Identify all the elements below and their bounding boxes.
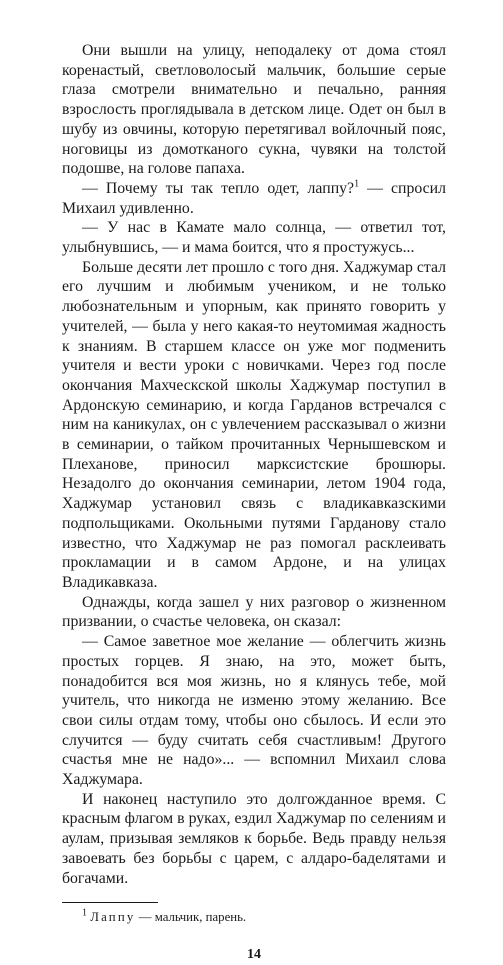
footnote-divider	[62, 902, 158, 903]
paragraph-2	[62, 179, 446, 218]
paragraph-2-tail: — спросил Михаил удивленно.	[62, 179, 446, 217]
paragraph-6: — Самое заветное мое желание — облегчить жизнь простых горцев. Я знаю, на это, может быть, понадобится вся моя жизнь, но я клянусь тебе, мой учитель, что никогда не изменю этому желанию. Все свои силы отдам тому, чтобы оно сбылось. И если это случится — буду считать себя счастливым! Другого счастья мне не надо»... — вспомнил Михаил слова Хаджумара.	[62, 633, 446, 789]
paragraph-1: Они вышли на улицу, неподалеку от дома стоял коренастый, светловолосый мальчик, большие серые глаза смотрели внимательно и печально, ранняя взрослость проглядывала в детском лице. Одет он был в шубу из овчины, которую перетягивал войлочный пояс, ноговицы из домотканого сукна, чувяки на толстой подошве, на голове папаха.	[62, 42, 446, 178]
book-page	[62, 41, 446, 963]
footnote-definition: — мальчик, парень.	[135, 910, 247, 925]
footnote	[62, 909, 446, 925]
page-number: 14	[247, 947, 261, 963]
paragraph-2-text: — Почему ты так тепло одет, лаппу?	[82, 179, 355, 197]
paragraph-7: И наконец наступило это долгожданное время. С красным флагом в руках, ездил Хаджумар по селениям и аулам, призывая земляков к борьбе. Ведь правду нельзя завоевать без борьбы с царем, с алдаро-баделятами и богачами.	[62, 790, 446, 887]
paragraph-3: — У нас в Камате мало солнца, — ответил тот, улыбнувшись, — и мама боится, что я простужусь...	[62, 219, 446, 257]
footnote-number: 1	[82, 907, 87, 919]
paragraph-4: Больше десяти лет прошло с того дня. Хаджумар стал его лучшим и любимым учеником, и не только любознательным и упорным, как принято говорить у учителей, — была у него какая-то неутомимая жадность к знаниям. В старшем классе он уже мог подменить учителя и вести уроки с новичками. Через год после окончания Махческской школы Хаджумар поступил в Ардонскую семинарию, и когда Гарданов встречался с ним на каникулах, он с увлечением рассказывал о жизни в семинарии, о тайком прочитанных Чернышевском и Плеханове, приносил марксистские брошюры. Незадолго до окончания семинарии, летом 1904 года, Хаджумар установил связь с владикавказскими подпольщиками. Окольными путями Гарданову стало известно, что Хаджумар не раз помогал расклеивать прокламации и в самом Ардоне, и на улицах Владикавказа.	[62, 258, 446, 591]
footnote-marker: 1	[354, 178, 360, 190]
footnote-term: Лаппу	[90, 910, 136, 925]
paragraph-5: Однажды, когда зашел у них разговор о жизненном призвании, о счастье человека, он сказал:	[62, 593, 446, 631]
